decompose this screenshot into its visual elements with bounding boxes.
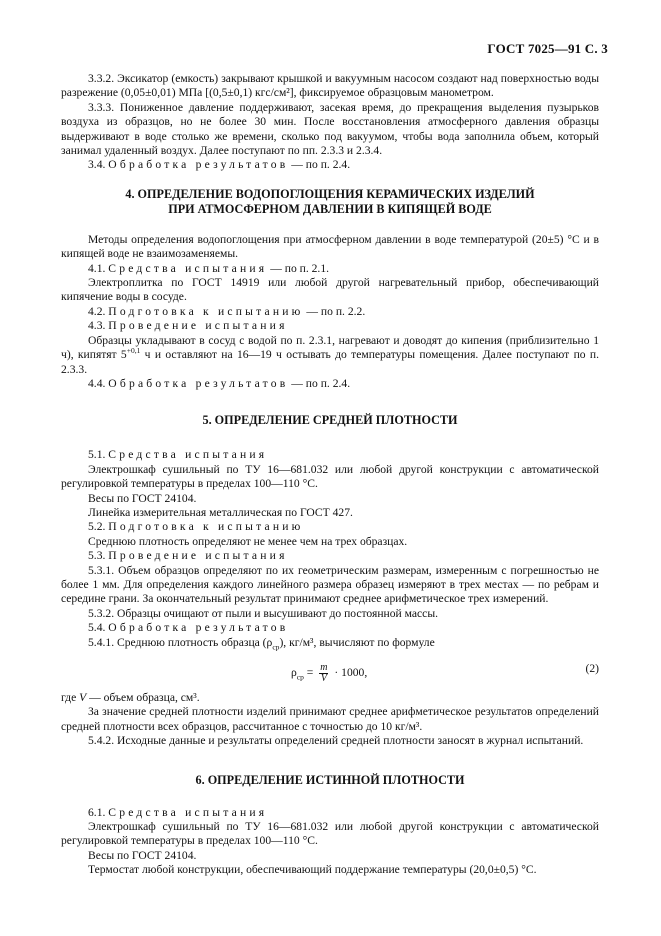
para-5-3 bbox=[61, 549, 599, 563]
para-5-2-text: Среднюю плотность определяют не менее чем на трех образцах. bbox=[88, 534, 408, 548]
item-number: 6.1. bbox=[88, 805, 106, 819]
para-5-3-2: 5.3.2. Образцы очищают от пыли и высушивают до постоянной массы. bbox=[88, 606, 439, 620]
para-4-2 bbox=[61, 305, 599, 319]
section-4-title-line2: ПРИ АТМОСФЕРНОМ ДАВЛЕНИИ В КИПЯЩЕЙ ВОДЕ bbox=[168, 201, 492, 216]
formula-lhs-subscript: ср bbox=[296, 672, 304, 682]
para-6-1-thermostat: Термостат любой конструкции, обеспечивающий поддержание температуры (20,0±0,5) °С. bbox=[88, 863, 537, 877]
item-number: 5.3. bbox=[88, 549, 106, 563]
para-5-4 bbox=[61, 621, 599, 635]
formula-tail: · 1000, bbox=[334, 666, 368, 680]
para-average: За значение средней плотности изделий принимают среднее арифметическое результатов определений средней плотности всех образцов, рассчитанное с точностью до 10 кг/м³. bbox=[61, 705, 599, 733]
item-ref: — по п. 2.4. bbox=[288, 376, 351, 390]
text-fragment: ч и оставляют на 16—19 ч остывать до температуры помещения. Далее поступают по п. 2.3.3. bbox=[61, 348, 599, 376]
variable-v: V bbox=[79, 691, 87, 704]
text-fragment: 5.4.1. Среднюю плотность образца (ρ bbox=[88, 635, 273, 649]
spaced-label: Проведение испытания bbox=[108, 319, 288, 333]
para-3-3-2: 3.3.2. Эксикатор (емкость) закрывают крышкой и вакуумным насосом создают над поверхностью воды разрежение (0,05±0,01) МПа [(0,5±0,1) кгс/см²], фиксируемое образцовым манометром. bbox=[61, 72, 599, 100]
formula-where bbox=[61, 691, 599, 705]
page-content bbox=[61, 72, 599, 878]
formula-fraction bbox=[319, 663, 328, 684]
formula-denominator: V bbox=[320, 673, 327, 684]
para-6-1-text: Электрошкаф сушильный по ТУ 16—681.032 или любой другой конструкции с автоматической регулировкой температуры в пределах 100—110 °С. bbox=[61, 820, 599, 848]
para-4-3 bbox=[61, 319, 599, 333]
formula-2 bbox=[61, 655, 599, 687]
spaced-label: Проведение испытания bbox=[108, 549, 288, 563]
item-number: 4.4. bbox=[88, 376, 106, 390]
spaced-label: Средства испытания bbox=[108, 805, 268, 819]
para-5-2 bbox=[61, 520, 599, 534]
density-subscript: ср bbox=[272, 641, 280, 651]
para-5-4-2: 5.4.2. Исходные данные и результаты определений средней плотности заносят в журнал испытаний. bbox=[88, 734, 584, 748]
para-4-4 bbox=[61, 377, 599, 391]
spaced-label: Подготовка к испытанию bbox=[108, 520, 304, 534]
item-ref: — по п. 2.2. bbox=[303, 304, 366, 318]
para-3-3-3: 3.3.3. Пониженное давление поддерживают, засекая время, до прекращения выделения пузырьков воздуха из образцов, но не более 30 мин. После восстановления атмосферного давления образцы выдерживают в воде столько же времени, сколько под вакуумом, чтобы вода заполнила объем, который занимал удаленный воздух. Далее поступают по пп. 2.3.3 и 2.3.4. bbox=[61, 100, 599, 158]
para-4-1-text: Электроплитка по ГОСТ 14919 или любой другой нагревательный прибор, обеспечивающий кипячение воды в сосуде. bbox=[61, 276, 599, 304]
para-5-1-ruler: Линейка измерительная металлическая по ГОСТ 427. bbox=[88, 505, 353, 519]
tolerance-superscript: +0,1 bbox=[126, 346, 141, 356]
spaced-label: Средства испытания bbox=[108, 261, 268, 275]
section-4-title-line1: 4. ОПРЕДЕЛЕНИЕ ВОДОПОГЛОЩЕНИЯ КЕРАМИЧЕСКИХ ИЗДЕЛИЙ bbox=[125, 186, 535, 201]
item-number: 5.2. bbox=[88, 520, 106, 534]
item-number: 5.1. bbox=[88, 448, 106, 462]
section-5-heading: 5. ОПРЕДЕЛЕНИЕ СРЕДНЕЙ ПЛОТНОСТИ bbox=[202, 413, 458, 428]
para-5-1 bbox=[61, 448, 599, 462]
section-4-intro: Методы определения водопоглощения при атмосферном давлении в воде температурой (20±5) °С и в кипящей воде не взаимозаменяемы. bbox=[61, 232, 599, 261]
para-5-3-1: 5.3.1. Объем образцов определяют по их геометрическим размерам, измеренным с погрешностью не более 1 мм. Для определения каждого линейного размера образец измеряют в трех местах — по ребрам и середине грани. За окончательный результат принимают среднее арифметическое трех измерений. bbox=[61, 563, 599, 606]
formula-expression bbox=[291, 663, 367, 684]
item-number: 4.3. bbox=[88, 319, 106, 333]
item-number: 4.2. bbox=[88, 304, 106, 318]
spaced-label: Средства испытания bbox=[108, 448, 268, 462]
spaced-label: Обработка результатов bbox=[108, 621, 289, 635]
section-4-heading bbox=[61, 187, 599, 217]
item-ref: — по п. 2.1. bbox=[267, 261, 330, 275]
spaced-label: Подготовка к испытанию bbox=[108, 304, 304, 318]
text-fragment: где bbox=[61, 691, 80, 704]
para-6-1 bbox=[61, 806, 599, 820]
formula-numerator: m bbox=[320, 662, 328, 673]
formula-equals: = bbox=[306, 666, 314, 680]
spaced-label: Обработка результатов bbox=[108, 158, 289, 172]
text-fragment: ), кг/м³, вычисляют по формуле bbox=[279, 635, 435, 649]
para-5-1-scales: Весы по ГОСТ 24104. bbox=[88, 491, 197, 505]
section-6-heading: 6. ОПРЕДЕЛЕНИЕ ИСТИННОЙ ПЛОТНОСТИ bbox=[195, 772, 465, 787]
formula-number: (2) bbox=[585, 662, 599, 675]
para-6-1-scales: Весы по ГОСТ 24104. bbox=[88, 848, 197, 862]
spaced-label: Обработка результатов bbox=[108, 376, 289, 390]
formula-lhs: ρ bbox=[291, 666, 297, 680]
para-4-1 bbox=[61, 262, 599, 276]
item-number: 5.4. bbox=[88, 621, 106, 635]
text-fragment: Образцы укладывают в сосуд с водой по п. 2.3.1, нагревают и доводят до кипения (приблизительно 1 ч), кипятят 5 bbox=[61, 333, 599, 362]
para-4-3-text bbox=[61, 334, 599, 377]
page-header: ГОСТ 7025—91 С. 3 bbox=[487, 41, 608, 56]
para-3-4 bbox=[61, 158, 599, 172]
text-fragment: — объем образца, см³. bbox=[86, 691, 200, 704]
para-5-1-text: Электрошкаф сушильный по ТУ 16—681.032 или любой другой конструкции с автоматической регулировкой температуры в пределах 100—110 °С. bbox=[61, 462, 599, 491]
para-5-4-1 bbox=[61, 636, 599, 650]
item-number: 4.1. bbox=[88, 261, 106, 275]
item-number: 3.4. bbox=[88, 158, 106, 172]
item-ref: — по п. 2.4. bbox=[288, 158, 351, 172]
